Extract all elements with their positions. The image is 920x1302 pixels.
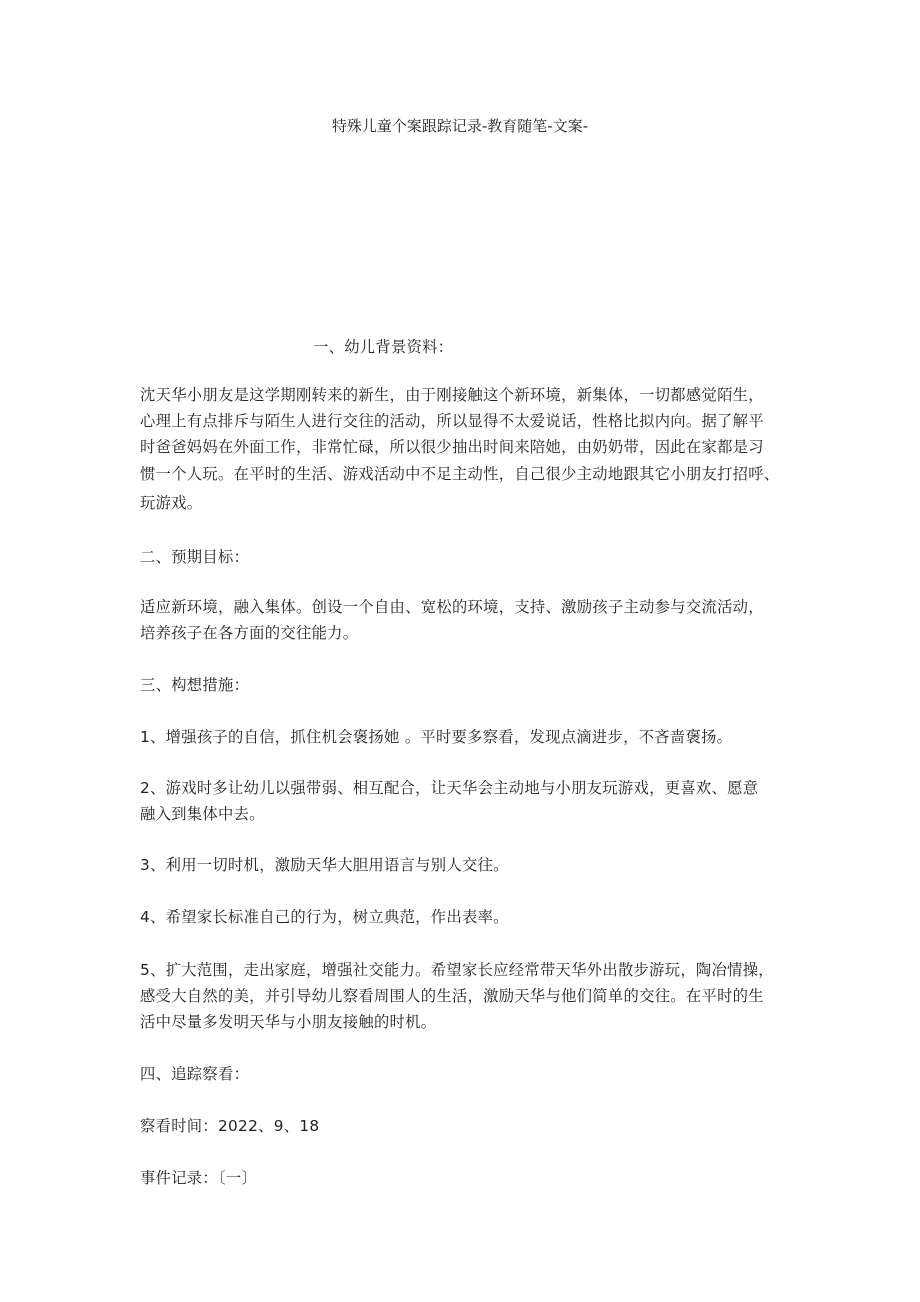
section-heading: 一、幼儿背景资料： bbox=[313, 338, 454, 356]
paragraph-line: 培养孩子在各方面的交往能力。 bbox=[140, 624, 359, 642]
paragraph-line: 玩游戏。 bbox=[140, 494, 203, 512]
list-item: 3、利用一切时机，激励天华大胆用语言与别人交往。 bbox=[140, 856, 509, 874]
observation-time: 察看时间：2022、9、18 bbox=[140, 1117, 320, 1135]
list-item: 融入到集体中去。 bbox=[140, 805, 265, 823]
paragraph-line: 时爸爸妈妈在外面工作，非常忙碌，所以很少抽出时间来陪她，由奶奶带，因此在家都是习 bbox=[140, 438, 764, 456]
event-record: 事件记录：〔一〕 bbox=[140, 1169, 258, 1187]
section-heading: 二、预期目标： bbox=[140, 548, 250, 566]
paragraph-line: 惯一个人玩。在平时的生活、游戏活动中不足主动性，自己很少主动地跟其它小朋友打招呼、 bbox=[140, 465, 780, 483]
list-item: 4、希望家长标准自己的行为，树立典范，作出表率。 bbox=[140, 908, 509, 926]
list-item: 5、扩大范围，走出家庭，增强社交能力。希望家长应经常带天华外出散步游玩，陶冶情操， bbox=[140, 961, 774, 979]
list-item: 活中尽量多发明天华与小朋友接触的时机。 bbox=[140, 1013, 437, 1031]
section-heading: 三、构想措施： bbox=[140, 676, 250, 694]
section-heading: 四、追踪察看： bbox=[140, 1065, 250, 1083]
list-item: 2、游戏时多让幼儿以强带弱、相互配合，让天华会主动地与小朋友玩游戏，更喜欢、愿意 bbox=[140, 779, 759, 797]
document-title: 特殊儿童个案跟踪记录-教育随笔-文案- bbox=[331, 117, 589, 135]
paragraph-line: 心理上有点排斥与陌生人进行交往的活动，所以显得不太爱说话，性格比拟内向。据了解平 bbox=[140, 412, 764, 430]
list-item: 1、增强孩子的自信，抓住机会褒扬她 。平时要多察看，发现点滴进步，不吝啬褒扬。 bbox=[140, 728, 733, 746]
list-item: 感受大自然的美，并引导幼儿察看周围人的生活，激励天华与他们简单的交往。在平时的生 bbox=[140, 987, 764, 1005]
paragraph-line: 沈天华小朋友是这学期刚转来的新生，由于刚接触这个新环境，新集体，一切都感觉陌生， bbox=[140, 386, 764, 404]
paragraph-line: 适应新环境，融入集体。创设一个自由、宽松的环境，支持、激励孩子主动参与交流活动， bbox=[140, 598, 764, 616]
